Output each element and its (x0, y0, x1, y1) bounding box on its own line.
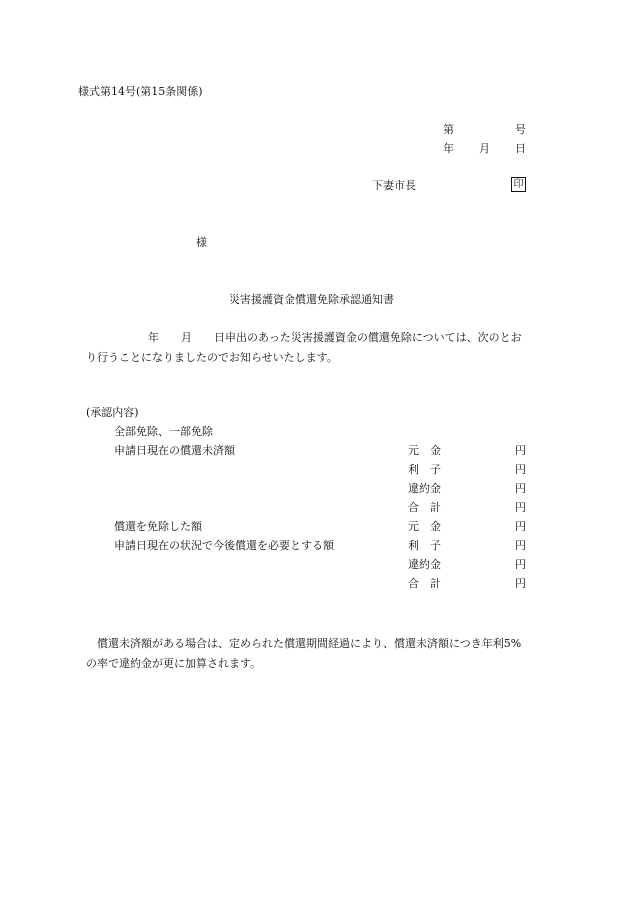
doc-number-dai: 第 (443, 123, 454, 136)
yen-unit: 円 (515, 482, 526, 495)
breakdown-penalty: 違約金 (408, 482, 441, 495)
unpaid-balance-label: 申請日現在の償還未済額 (114, 444, 235, 457)
breakdown-principal: 元 金 (408, 444, 441, 457)
addressee-honorific: 様 (196, 236, 207, 249)
breakdown-principal: 元 金 (408, 520, 441, 533)
note-line2: の率で違約金が更に加算されます。 (86, 657, 262, 670)
yen-unit: 円 (515, 501, 526, 514)
breakdown-interest: 利 子 (408, 463, 441, 476)
issuer-title: 下妻市長 (372, 179, 416, 192)
yen-unit: 円 (515, 577, 526, 590)
doc-number-go: 号 (515, 123, 526, 136)
date-day: 日 (515, 142, 526, 155)
future-amount-label: 申請日現在の状況で今後償還を必要とする額 (114, 539, 334, 552)
breakdown-total: 合 計 (408, 577, 441, 590)
yen-unit: 円 (515, 463, 526, 476)
intro-paragraph (86, 328, 556, 368)
yen-unit: 円 (515, 539, 526, 552)
breakdown-interest: 利 子 (408, 539, 441, 552)
seal-stamp: 印 (511, 177, 526, 192)
yen-unit: 円 (515, 520, 526, 533)
note-paragraph (86, 634, 556, 674)
yen-unit: 円 (515, 444, 526, 457)
intro-line1: 日申出のあった災害援護資金の償還免除については、次のとお (214, 331, 522, 344)
date-month: 月 (479, 142, 490, 155)
document-title: 災害援護資金償還免除承認通知書 (229, 293, 394, 306)
form-number: 様式第14号(第15条関係) (78, 85, 203, 98)
date-year: 年 (443, 142, 454, 155)
breakdown-total: 合 計 (408, 501, 441, 514)
breakdown-penalty: 違約金 (408, 558, 441, 571)
section-label: (承認内容) (86, 406, 139, 419)
intro-year: 年 (148, 331, 159, 344)
intro-line2: り行うことになりましたのでお知らせいたします。 (86, 351, 338, 364)
yen-unit: 円 (515, 558, 526, 571)
exemption-type: 全部免除、一部免除 (114, 425, 213, 438)
exempted-amount-label: 償還を免除した額 (114, 520, 202, 533)
intro-month: 月 (181, 331, 192, 344)
note-line1: 償還未済額がある場合は、定められた償還期間経過により、償還未済額につき年利5% (97, 637, 522, 650)
